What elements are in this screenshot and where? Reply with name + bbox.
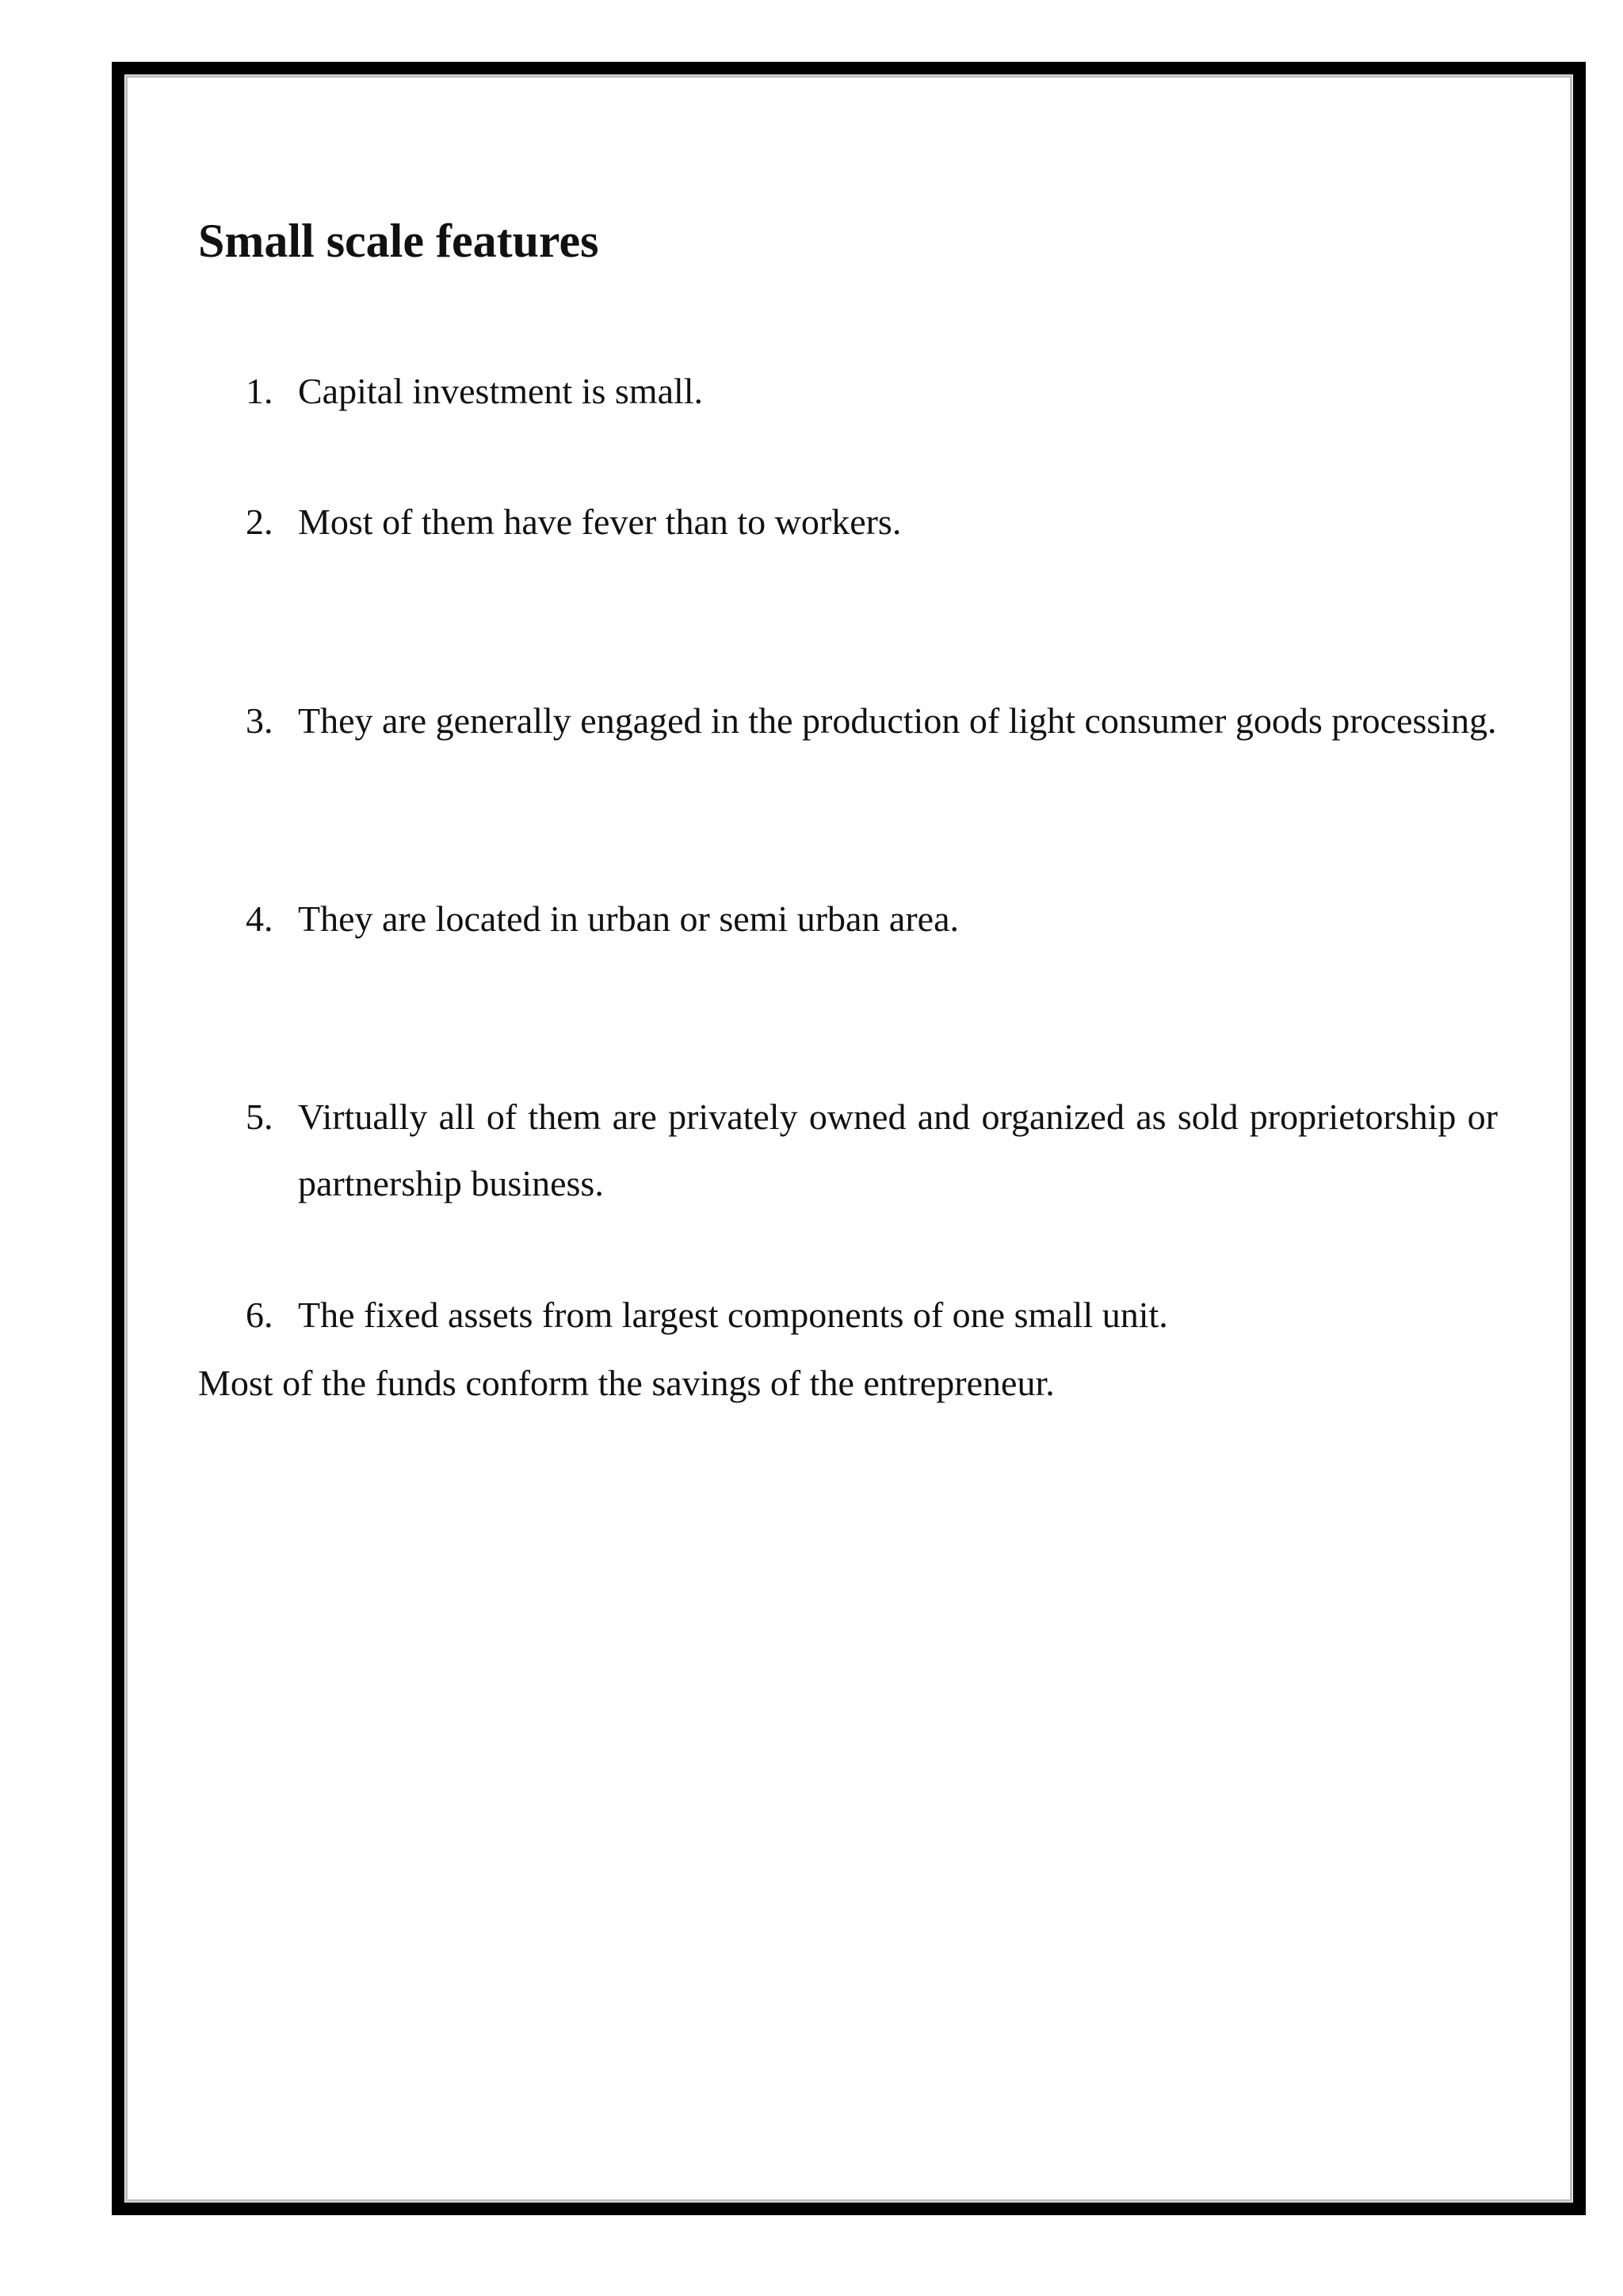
list-item-text: They are located in urban or semi urban area. <box>298 898 959 939</box>
list-item <box>246 688 1498 754</box>
list-item <box>246 489 1498 555</box>
list-item-text: Capital investment is small. <box>298 371 704 411</box>
list-item-text: They are generally engaged in the production of light consumer goods processing. <box>298 700 1497 741</box>
list-item-number: 2. <box>246 502 273 542</box>
list-item-text: Virtually all of them are privately owned and organized as sold proprietorship or partnership business. <box>298 1097 1498 1203</box>
list-item <box>246 358 1498 425</box>
list-item-text: Most of them have fever than to workers. <box>298 502 902 542</box>
list-item-number: 4. <box>246 898 273 939</box>
list-item-number: 3. <box>246 700 273 741</box>
list-item <box>246 1282 1498 1348</box>
list-item-number: 5. <box>246 1097 273 1137</box>
list-item <box>246 886 1498 952</box>
page-title: Small scale features <box>198 215 599 267</box>
list-item-number: 1. <box>246 371 273 411</box>
list-item <box>246 1084 1498 1217</box>
list-item-number: 6. <box>246 1295 273 1335</box>
closing-paragraph: Most of the funds conform the savings of the entrepreneur. <box>198 1363 1055 1403</box>
list-item-text: The fixed assets from largest components of one small unit. <box>298 1295 1168 1335</box>
